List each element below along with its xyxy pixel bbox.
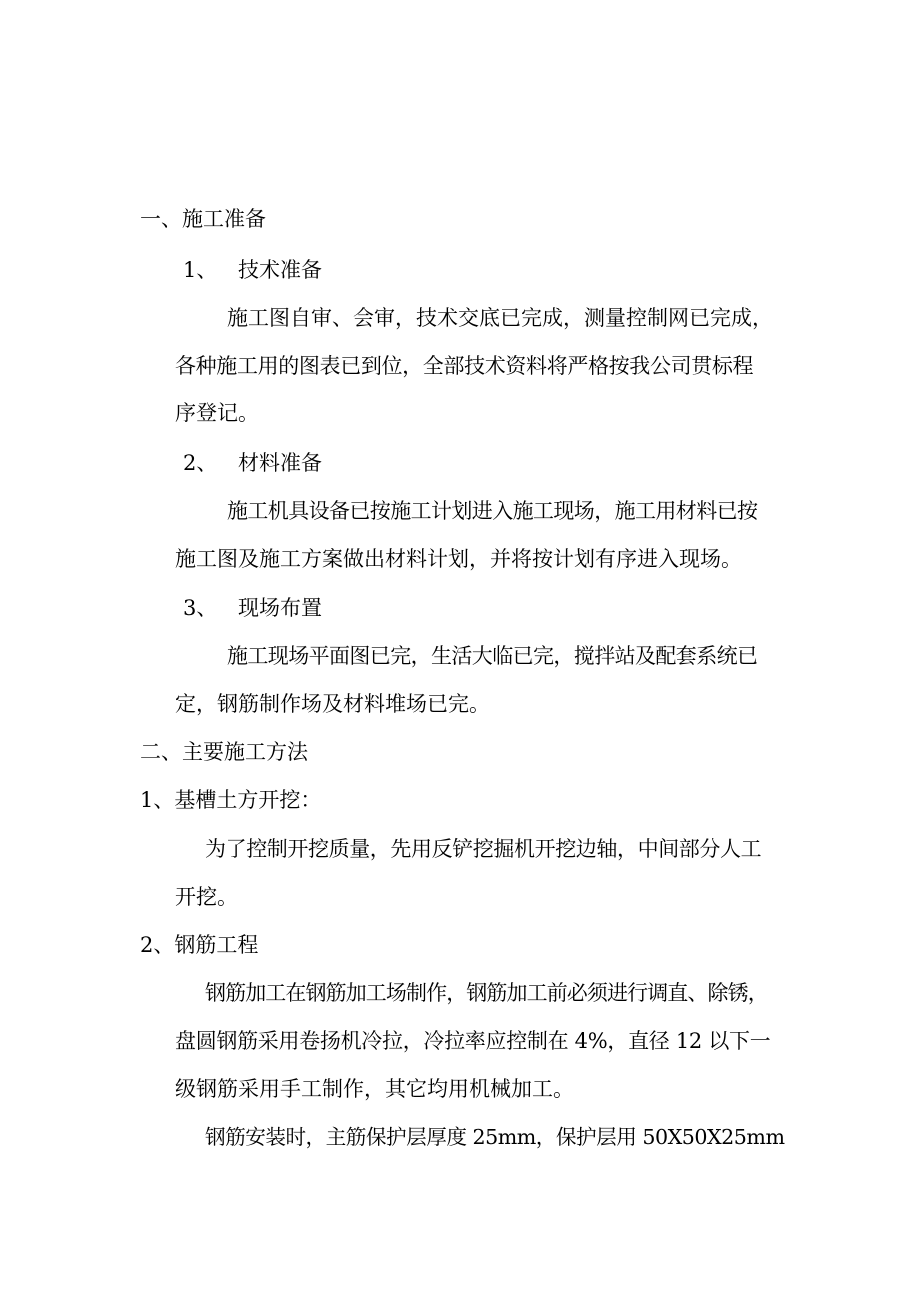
item-title-technical-prep: 技术准备	[238, 258, 322, 282]
subsection-heading-excavation: 1、基槽土方开挖：	[140, 788, 322, 812]
paragraph-line: 为了控制开挖质量，先用反铲挖掘机开挖边轴，中间部分人工	[205, 837, 762, 861]
paragraph-line: 盘圆钢筋采用卷扬机冷拉，冷拉率应控制在 4%，直径 12 以下一	[175, 1029, 771, 1053]
paragraph-line: 定，钢筋制作场及材料堆场已完。	[175, 692, 490, 716]
paragraph-line: 施工图自审、会审，技术交底已完成，测量控制网已完成，	[227, 306, 773, 330]
item-title-material-prep: 材料准备	[238, 451, 322, 475]
paragraph-line: 钢筋安装时，主筋保护层厚度 25mm，保护层用 50X50X25mm	[205, 1125, 785, 1149]
paragraph-line: 施工图及施工方案做出材料计划，并将按计划有序进入现场。	[175, 547, 742, 571]
paragraph-line: 级钢筋采用手工制作，其它均用机械加工。	[175, 1077, 574, 1101]
paragraph-line: 开挖。	[175, 885, 238, 909]
subsection-heading-rebar: 2、钢筋工程	[140, 933, 259, 957]
paragraph-line: 施工现场平面图已完，生活大临已完，搅拌站及配套系统已	[227, 644, 758, 668]
paragraph-line: 施工机具设备已按施工计划进入施工现场，施工用材料已按	[227, 499, 758, 523]
section-heading-construction-methods: 二、主要施工方法	[140, 740, 308, 764]
paragraph-line: 序登记。	[175, 401, 259, 425]
section-heading-preparation: 一、施工准备	[140, 207, 266, 231]
item-number-1: 1、	[183, 258, 218, 282]
paragraph-line: 钢筋加工在钢筋加工场制作，钢筋加工前必须进行调直、除锈，	[205, 981, 768, 1005]
paragraph-line: 各种施工用的图表已到位，全部技术资料将严格按我公司贯标程	[175, 354, 754, 378]
item-number-2: 2、	[183, 451, 218, 475]
item-title-site-layout: 现场布置	[238, 596, 322, 620]
item-number-3: 3、	[183, 596, 218, 620]
